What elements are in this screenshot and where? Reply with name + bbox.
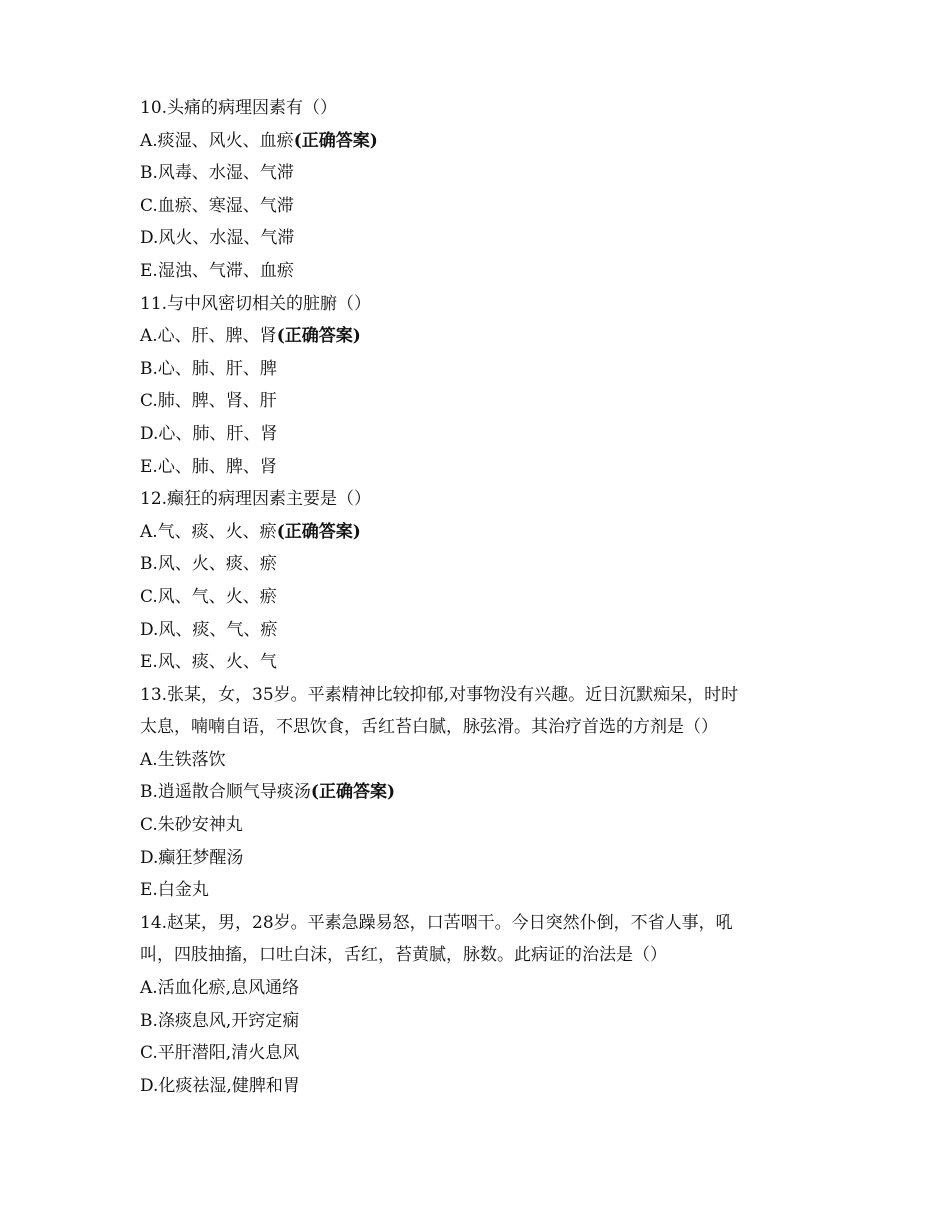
- option-e: E.湿浊、气滞、血瘀: [140, 260, 294, 281]
- option-b: B.涤痰息风,开窍定痫: [140, 1010, 300, 1031]
- option-c: C.朱砂安神丸: [140, 815, 243, 836]
- question-stem-line-1: 13.张某，女，35岁。平素精神比较抑郁,对事物没有兴趣。近日沉默痴呆，时时: [140, 684, 739, 705]
- option-text: A.心、肝、脾、肾: [140, 326, 277, 347]
- question-13: [140, 679, 820, 907]
- question-list: [140, 92, 820, 1102]
- correct-answer-marker: (正确答案): [293, 130, 378, 151]
- option-d: D.风火、水湿、气滞: [140, 228, 295, 249]
- option-d: D.癫狂梦醒汤: [140, 847, 244, 868]
- option-text: B.逍遥散合顺气导痰汤: [140, 782, 311, 803]
- question-stem: 11.与中风密切相关的脏腑（）: [140, 293, 372, 314]
- question-stem-line-2: 太息，喃喃自语，不思饮食，舌红苔白腻，脉弦滑。其治疗首选的方剂是（）: [140, 717, 718, 738]
- option-d: D.心、肺、肝、肾: [140, 423, 278, 444]
- option-a: [140, 125, 820, 158]
- option-text: A.气、痰、火、瘀: [140, 521, 277, 542]
- question-12: [140, 483, 820, 679]
- option-e: E.心、肺、脾、肾: [140, 456, 277, 477]
- question-11: [140, 288, 820, 484]
- option-d: D.风、痰、气、瘀: [140, 619, 278, 640]
- option-a: [140, 320, 820, 353]
- option-d: D.化痰祛湿,健脾和胃: [140, 1075, 300, 1096]
- option-b: B.风毒、水湿、气滞: [140, 163, 294, 184]
- question-10: [140, 92, 820, 288]
- correct-answer-marker: (正确答案): [276, 326, 361, 347]
- question-14: [140, 907, 820, 1103]
- question-stem: 10.头痛的病理因素有（）: [140, 98, 338, 118]
- correct-answer-marker: (正确答案): [310, 782, 395, 803]
- option-c: C.风、气、火、瘀: [140, 586, 277, 607]
- option-b: B.心、肺、肝、脾: [140, 358, 277, 379]
- option-c: C.肺、脾、肾、肝: [140, 391, 277, 412]
- option-a: A.生铁落饮: [140, 749, 226, 770]
- option-b: B.风、火、痰、瘀: [140, 554, 277, 575]
- option-e: E.风、痰、火、气: [140, 652, 277, 673]
- option-a: [140, 516, 820, 549]
- question-stem-line-2: 叫，四肢抽搐，口吐白沫，舌红，苔黄腻，脉数。此病证的治法是（）: [140, 945, 667, 966]
- option-a: A.活血化瘀,息风通络: [140, 978, 300, 999]
- correct-answer-marker: (正确答案): [276, 521, 361, 542]
- option-e: E.白金丸: [140, 880, 209, 901]
- question-stem: 12.癫狂的病理因素主要是（）: [140, 489, 372, 510]
- option-text: A.痰湿、风火、血瘀: [140, 130, 294, 151]
- option-b: [140, 776, 820, 809]
- question-stem-line-1: 14.赵某，男，28岁。平素急躁易怒，口苦咽干。今日突然仆倒，不省人事，吼: [140, 912, 733, 933]
- option-c: C.血瘀、寒湿、气滞: [140, 195, 294, 216]
- option-c: C.平肝潜阳,清火息风: [140, 1043, 300, 1064]
